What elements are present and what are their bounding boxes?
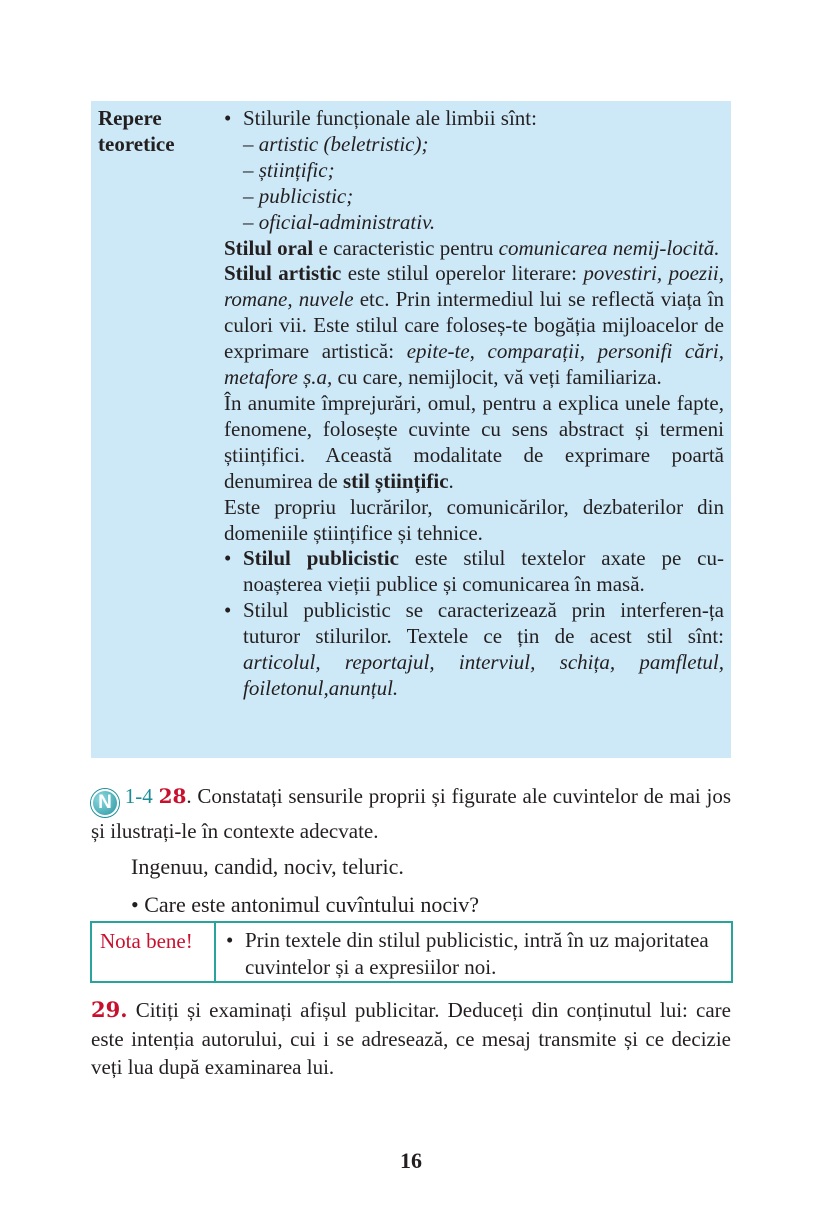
nota-bene-label: Nota bene! [92,923,216,981]
theory-box [91,101,731,758]
exercise-28 [91,782,731,922]
publicistic-bullet-2: • Stilul publicistic se caracterizează prin interferen-ța tuturor stilurilor. Textele ce țin de acest stil sînt: articolul, reportajul, interviul, schița, pamfletul, foiletonul,anunțul. [224,598,724,700]
styles-intro: • Stilurile funcționale ale limbii sînt: [224,106,537,130]
nota-bene-text: • Prin textele din stilul publicistic, intră în uz majoritatea cuvintelor și a expresiilor noi. [226,928,709,979]
scientific-style-paragraph-2: Este propriu lucrărilor, comunicărilor, dezbaterilor din domeniile științifice și tehnice. [224,494,724,545]
n-badge-icon: N [91,789,119,817]
word-list: Ingenuu, candid, nociv, teluric. [131,854,404,879]
scientific-style-paragraph: În anumite împrejurări, omul, pentru a explica unele fapte, fenomene, folosește cuvinte cu sens abstract și termeni științifici. Această modalitate de exprimare poartă denumirea de stil științific. [224,390,724,493]
antonym-question: • Care este antonimul cuvîntului nociv? [131,892,480,917]
style-item: – publicistic; [243,183,354,208]
style-item: – științific; [243,157,335,182]
publicistic-bullet-1: • Stilul publicistic este stilul textelor axate pe cu-noașterea vieții publice și comunicarea în masă. [224,546,724,597]
oral-style-paragraph: Stilul oral e caracteristic pentru comunicarea nemij-locită. [224,235,720,260]
theory-label: Repere teoretice [98,106,175,156]
exercise-number: 28 [158,784,187,808]
theory-body [224,106,724,702]
exercise-number: 29. [91,997,128,1022]
exercise-29: 29. Citiți și examinați afișul publicitar. Deduceți din conținutul lui: care este intenția autorului, cui i se adresează, ce mesaj transmite și ce decizie veți lua după examinarea lui. [91,997,731,1079]
nota-bene-box [90,921,733,983]
style-item: – artistic (beletristic); [243,131,429,156]
artistic-style-paragraph: Stilul artistic este stilul operelor literare: povestiri, poezii, romane, nuvele etc. Prin intermediul lui se reflectă viața în culori vii. Este stilul care foloseș-te bogăția mijloacelor de exprimare artistică: epite-te, comparații, personifi cări, metafore ș.a, cu care, nemijlocit, vă veți familiariza. [224,261,725,390]
page-number: 16 [400,1148,422,1173]
style-item: – oficial-administrativ. [243,209,436,234]
exercise-28-statement: N 1-4 28. Constatați sensurile proprii și figurate ale cuvintelor de mai jos și ilustrați-le în contexte adecvate. [91,784,732,843]
page-range: 1-4 [124,784,153,808]
